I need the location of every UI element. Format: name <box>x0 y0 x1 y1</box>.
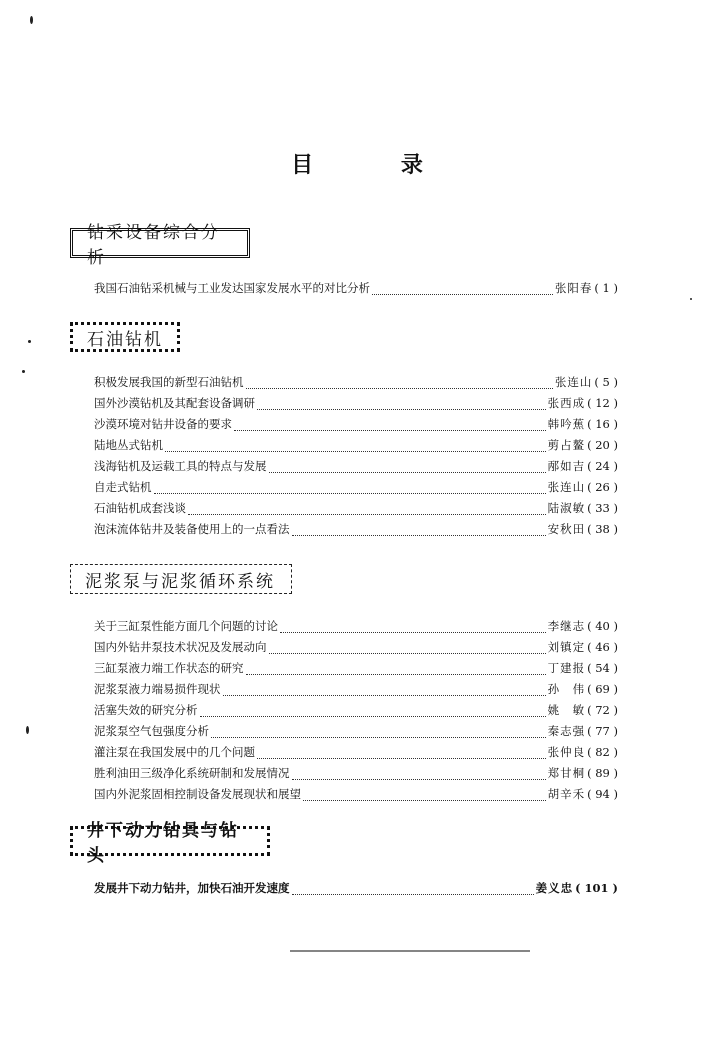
section-heading-label: 井下动力钻具与钻头 <box>87 821 239 866</box>
leader-dots <box>292 535 546 536</box>
entry-title: 积极发展我国的新型石油钻机 <box>94 375 244 389</box>
toc-entry <box>94 723 618 744</box>
entry-page: ( 26 ) <box>587 480 618 494</box>
entry-title: 三缸泵液力端工作状态的研究 <box>94 661 244 675</box>
entry-title: 石油钻机成套浅谈 <box>94 501 186 515</box>
entry-author: 张西成 <box>547 396 586 410</box>
leader-dots <box>188 514 546 515</box>
toc-entry <box>94 765 618 786</box>
entry-title: 国内外泥浆固相控制设备发展现状和展望 <box>94 787 301 801</box>
entry-author: 李继志 <box>547 619 586 633</box>
toc-entry <box>94 880 618 901</box>
section-heading-4 <box>70 821 270 866</box>
entry-page: ( 20 ) <box>587 438 618 452</box>
toc-entry <box>94 374 618 395</box>
entry-author: 张连山 <box>554 375 593 389</box>
entry-title: 泥浆泵液力端易损件现状 <box>94 682 221 696</box>
entry-title: 泡沫流体钻井及装备使用上的一点看法 <box>94 522 290 536</box>
toc-entry <box>94 521 618 542</box>
toc-entry <box>94 618 618 639</box>
entry-page: ( 77 ) <box>587 724 618 738</box>
leader-dots <box>165 451 546 452</box>
entry-page: ( 94 ) <box>587 787 618 801</box>
entry-page: ( 54 ) <box>587 661 618 675</box>
section-heading-label: 钻采设备综合分析 <box>87 223 220 268</box>
leader-dots <box>292 894 534 895</box>
entry-title: 国外沙漠钻机及其配套设备调研 <box>94 396 255 410</box>
entry-author: 陆淑敏 <box>547 501 586 515</box>
section-entries-2 <box>94 374 618 542</box>
toc-entry <box>94 702 618 723</box>
entry-author: 邴如吉 <box>547 459 586 473</box>
section-heading-1 <box>70 223 250 268</box>
entry-page: ( 38 ) <box>587 522 618 536</box>
section-heading-label: 石油钻机 <box>87 329 163 350</box>
entry-page: ( 46 ) <box>587 640 618 654</box>
leader-dots <box>269 472 546 473</box>
entry-author: 张阳春 <box>554 281 593 295</box>
toc-entry <box>94 437 618 458</box>
toc-entry <box>94 479 618 500</box>
leader-dots <box>223 695 546 696</box>
leader-dots <box>269 653 546 654</box>
toc-entry <box>94 681 618 702</box>
entry-title: 关于三缸泵性能方面几个问题的讨论 <box>94 619 278 633</box>
entry-title: 国内外钻井泵技术状况及发展动向 <box>94 640 267 654</box>
entry-author: 张仲良 <box>547 745 586 759</box>
scan-speck <box>28 340 31 343</box>
entry-page: ( 69 ) <box>587 682 618 696</box>
section-heading-3 <box>70 564 292 594</box>
toc-entry <box>94 660 618 681</box>
toc-entry <box>94 786 618 807</box>
entry-page: ( 33 ) <box>587 501 618 515</box>
section-heading-label: 泥浆泵与泥浆循环系统 <box>85 571 275 592</box>
scan-speck <box>26 726 29 734</box>
entry-page: ( 82 ) <box>587 745 618 759</box>
entry-title: 活塞失效的研究分析 <box>94 703 198 717</box>
leader-dots <box>200 716 546 717</box>
leader-dots <box>257 758 546 759</box>
section-heading-2 <box>70 322 180 352</box>
leader-dots <box>154 493 546 494</box>
entry-title: 我国石油钻采机械与工业发达国家发展水平的对比分析 <box>94 281 370 295</box>
leader-dots <box>234 430 546 431</box>
entry-title: 陆地丛式钻机 <box>94 438 163 452</box>
entry-author: 韩吟蕉 <box>547 417 586 431</box>
section-entries-3 <box>94 618 618 807</box>
entry-author: 剪占鳌 <box>547 438 586 452</box>
toc-entry <box>94 280 618 301</box>
entry-page: ( 72 ) <box>587 703 618 717</box>
entry-title: 胜利油田三级净化系统研制和发展情况 <box>94 766 290 780</box>
entry-title: 发展井下动力钻井，加快石油开发速度 <box>94 881 290 895</box>
entry-author: 姚 敏 <box>547 703 586 717</box>
toc-entry <box>94 639 618 660</box>
scan-speck <box>690 298 692 300</box>
section-entries-4 <box>94 880 618 901</box>
entry-author: 郑甘桐 <box>547 766 586 780</box>
entry-author: 姜义忠 <box>535 881 574 895</box>
entry-title: 灌注泵在我国发展中的几个问题 <box>94 745 255 759</box>
entry-title: 浅海钻机及运载工具的特点与发展 <box>94 459 267 473</box>
entry-author: 胡辛禾 <box>547 787 586 801</box>
entry-author: 张连山 <box>547 480 586 494</box>
entry-author: 秦志强 <box>547 724 586 738</box>
entry-author: 孙 伟 <box>547 682 586 696</box>
toc-entry <box>94 500 618 521</box>
entry-page: ( 101 ) <box>575 881 618 895</box>
toc-entry <box>94 458 618 479</box>
entry-page: ( 24 ) <box>587 459 618 473</box>
entry-author: 安秋田 <box>547 522 586 536</box>
entry-page: ( 40 ) <box>587 619 618 633</box>
entry-author: 丁建报 <box>547 661 586 675</box>
entry-page: ( 16 ) <box>587 417 618 431</box>
page-title: 目 录 <box>291 153 463 178</box>
entry-title: 泥浆泵空气包强度分析 <box>94 724 209 738</box>
entry-title: 沙漠环境对钻井设备的要求 <box>94 417 232 431</box>
section-entries-1 <box>94 280 618 301</box>
leader-dots <box>246 388 553 389</box>
entry-page: ( 5 ) <box>594 375 618 389</box>
entry-author: 刘镇定 <box>547 640 586 654</box>
scan-speck <box>22 370 25 373</box>
scan-line <box>290 950 530 952</box>
toc-entry <box>94 416 618 437</box>
leader-dots <box>372 294 553 295</box>
toc-entry <box>94 395 618 416</box>
scan-speck <box>30 16 33 24</box>
entry-title: 自走式钻机 <box>94 480 152 494</box>
leader-dots <box>211 737 546 738</box>
entry-page: ( 89 ) <box>587 766 618 780</box>
leader-dots <box>257 409 546 410</box>
leader-dots <box>292 779 546 780</box>
leader-dots <box>280 632 546 633</box>
leader-dots <box>303 800 546 801</box>
entry-page: ( 12 ) <box>587 396 618 410</box>
leader-dots <box>246 674 546 675</box>
toc-entry <box>94 744 618 765</box>
entry-page: ( 1 ) <box>594 281 618 295</box>
